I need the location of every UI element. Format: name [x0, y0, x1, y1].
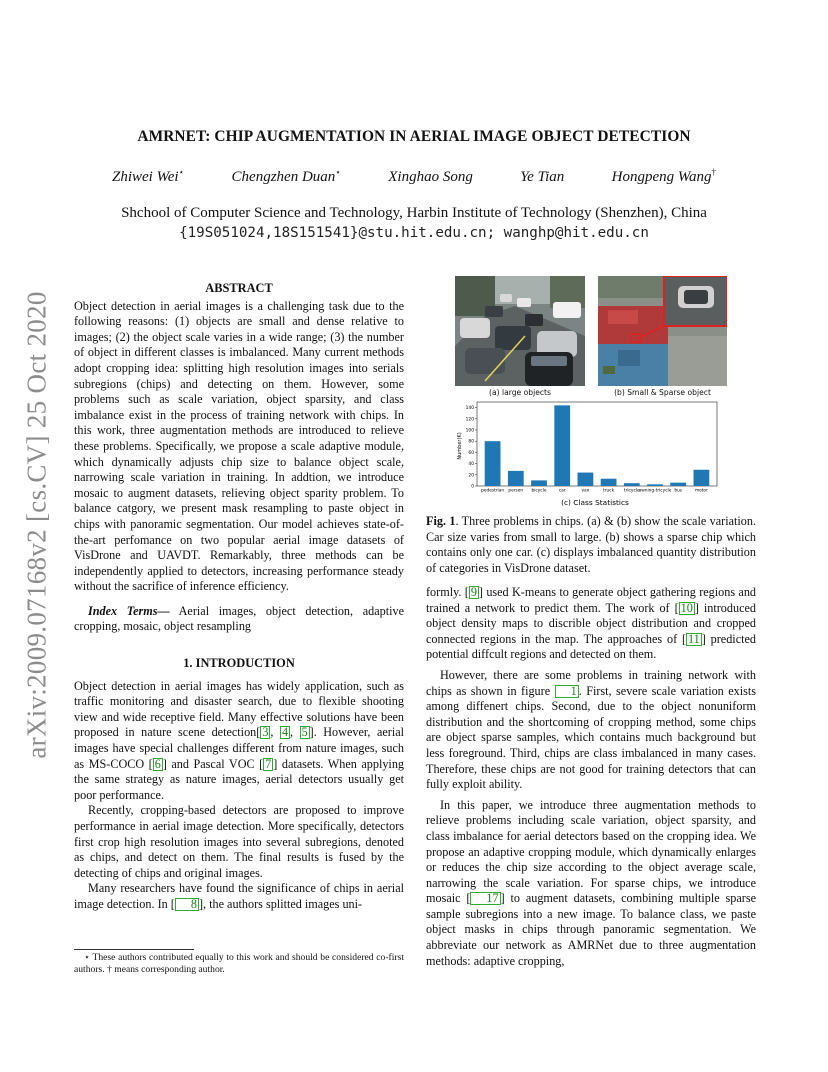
author-3: Xinghao Song — [388, 169, 473, 185]
author-2: Chengzhen Duan⋆ — [231, 167, 341, 185]
bar-awning-tricycle — [647, 484, 663, 486]
y-tick-label: 140 — [465, 406, 474, 412]
bar-tricycle — [624, 483, 640, 486]
bar-person — [508, 471, 524, 486]
chart-ticks — [466, 405, 477, 489]
small-sparse-photo — [598, 276, 727, 386]
category-label-van: van — [581, 488, 590, 494]
abstract-text: Object detection in aerial images is a challenging task due to the following reasons: (1) objects are small and dense relative to images; (2) the object scale varies in a wide range; (3) the number of object in different classes is imbalanced. Many current methods adopt cropping idea: splitting high resolution images into serials subregions (chips) and detecting on them. However, some problems such as scale variation, object sparsity, and class imbalance exist in the process of training network with chips. In this work, three augmentation methods are introduced to relieve these problems. Specifically, we propose a scale adaptive module, which dynamically adjusts chip size to balance object scale, narrowing scale variation in training. In addtion, we introduce mosaic to augment datasets, relieving object sparity problem. To balance catgory, we present mask resampling to paste object in chips with panoramic segmentation. Our model achieves state-of-the-art perfomance on two popular aerial image datasets of VisDrone and UAVDT. Remarkably, three methods can be independently applied to detectors, increasing performance steady without the sacrifice of inference efficiency. — [74, 298, 404, 594]
bar-motor — [694, 470, 710, 486]
citation-link[interactable]: 4 — [281, 725, 289, 740]
paper-title: AMRNET: CHIP AUGMENTATION IN AERIAL IMAGE OBJECT DETECTION — [137, 128, 691, 145]
footnote-text: ⋆ These authors contributed equally to this work and should be considered co-first authors. † means corresponding author. — [74, 952, 404, 975]
author-emails: {19S051024,18S151541}@stu.hit.edu.cn; wanghp@hit.edu.cn — [179, 225, 649, 241]
bar-bicycle — [531, 480, 547, 486]
bar-bus — [670, 483, 686, 486]
citation-link[interactable]: 5 — [301, 725, 308, 740]
right-column — [426, 585, 756, 969]
author-5: Hongpeng Wang† — [611, 167, 716, 185]
figure-reference-link[interactable]: 1 — [555, 685, 579, 698]
affiliation: Shchool of Computer Science and Technology, Harbin Institute of Technology (Shenzhen), China — [121, 205, 707, 221]
street-scene-image — [455, 276, 585, 386]
right-paragraph-2: However, there are some problems in training network with chips as shown in figure 1 . First, severe scale variation exists among diffenert chips. Second, due to the object nonuniform distribution and the shortcoming of cropping method, some chips are object sparse samples, which contains much background but less foreground. Third, chips are class imbalanced in many cases. Therefore, these chips are not good for training detectors that can fully exploit ability. — [426, 667, 756, 792]
author-list — [112, 167, 716, 186]
category-label-car: car — [558, 488, 566, 494]
intro-paragraph-1: Object detection in aerial images has widely application, such as traffic monitoring and disaster search, due to flexible shooting view and wide receptive field. Many effective solutions have been proposed in nature scene detection[ 3 , 4 , 5 ]. However, aerial images have special challenges different from nature images, such as MS-COCO [ 6 ] and Pascal VOC [ 7 ] datasets. When applying the same strategy as nature images, aerial detectors usually get poor performance. — [74, 678, 405, 802]
y-tick-label: 80 — [468, 439, 474, 445]
citation-link[interactable]: 8 — [175, 898, 199, 911]
right-paragraph-3: In this paper, we introduce three augmentation methods to relieve problems including scale variation, object sparsity, and class imbalance for aerial detectors based on the cropping idea. We propose an adaptive cropping module, which dynamically enlarges or reduces the chip size according to the object average scale, narrowing the scale variation. For sparse chips, we introduce mosaic [ 17 ] to augment datasets, combining multiple sparse sample subregions into a new image. To balance class, we paste object masks in chips through panoramic segmentation. We abbreviate our network as AMRNet due to three augmentation methods: adaptive cropping, — [426, 797, 756, 968]
category-label-motor: motor — [694, 488, 708, 494]
author-1: Zhiwei Wei⋆ — [112, 167, 185, 185]
figure-1-caption: Fig. 1. Three problems in chips. (a) & (b) show the scale variation. Car size varies from small to large. (b) shows a sparse chip which contains only one car. (c) displays imbalanced quantity distribution of categories in VisDrone dataset. — [426, 514, 756, 575]
arxiv-id: arXiv:2009.07168v2 [cs.CV] 25 Oct 2020 — [21, 291, 52, 759]
category-label-person: person — [508, 488, 524, 494]
author-4: Ye Tian — [520, 169, 565, 185]
index-terms: Index Terms— Aerial images, object detection, adaptive cropping, mosaic, object resampling — [74, 603, 404, 634]
chart-category-labels — [481, 488, 708, 494]
category-label-pedestrian: pedestrian — [481, 488, 505, 494]
citation-link[interactable]: 11 — [688, 631, 700, 646]
footnote-rule — [74, 949, 194, 950]
category-label-tricycle: tricycle — [623, 488, 640, 494]
category-label-bus: bus — [674, 488, 683, 494]
citation-link[interactable]: 17 — [470, 892, 500, 905]
bar-truck — [601, 479, 617, 486]
chart-ylabel: Number(K) — [457, 432, 463, 460]
y-tick-label: 120 — [465, 417, 474, 423]
citation-link[interactable]: 9 — [470, 585, 477, 599]
bar-van — [578, 473, 594, 486]
intro-paragraph-3: Many researchers have found the significance of chips in aerial image detection. In [ 8 ], the authors splitted images uni- — [74, 881, 404, 911]
intro-paragraph-2: Recently, cropping-based detectors are proposed to improve performance in aerial image detection. More specifically, detectors first crop high resolution images into several subregions, denoted as chips, and detect on them. The final results is fused by the detecting of chips and original images. — [74, 803, 404, 880]
index-terms-label: Index Terms— — [88, 603, 170, 618]
large-objects-photo — [455, 276, 585, 386]
aerial-scene-image — [598, 276, 727, 386]
y-tick-label: 100 — [465, 428, 474, 434]
chart-bars — [485, 405, 710, 486]
right-paragraph-1: formly. [ 9 ] used K-means to generate object gathering regions and trained a network to predict them. The work of [ 10 ] introduced object density maps to discrible object distribution and cropped connected regions in the map. The approaches of [ 11 ] predicted potential diffcult regions and detected on them. — [426, 585, 757, 662]
figure-1 — [455, 276, 727, 508]
y-tick-label: 60 — [468, 450, 474, 456]
y-tick-label: 0 — [471, 484, 474, 490]
category-label-bicycle: bicycle — [531, 488, 547, 494]
figure-caption-label: Fig. 1 — [426, 514, 456, 528]
chart-caption-c: (c) Class Statistics — [561, 498, 629, 507]
label-small-sparse: (b) Small & Sparse object — [614, 388, 711, 397]
footnote — [74, 952, 404, 976]
y-tick-label: 40 — [468, 462, 474, 468]
label-large-objects: (a) large objects — [488, 388, 551, 397]
citation-link[interactable]: 3 — [262, 725, 269, 740]
category-label-truck: truck — [603, 488, 615, 494]
introduction-heading: 1. INTRODUCTION — [183, 656, 295, 671]
arxiv-side-label — [22, 290, 52, 760]
citation-link[interactable]: 7 — [265, 756, 272, 771]
y-tick-label: 20 — [468, 473, 474, 479]
bar-pedestrian — [485, 441, 501, 486]
bar-car — [554, 405, 570, 486]
citation-link[interactable]: 6 — [154, 756, 161, 771]
category-label-awning-tricycle: awning-tricycle — [638, 488, 672, 494]
class-statistics-chart — [455, 398, 727, 508]
abstract-heading: ABSTRACT — [205, 281, 273, 295]
left-column — [74, 281, 404, 913]
citation-link[interactable]: 10 — [680, 600, 693, 615]
